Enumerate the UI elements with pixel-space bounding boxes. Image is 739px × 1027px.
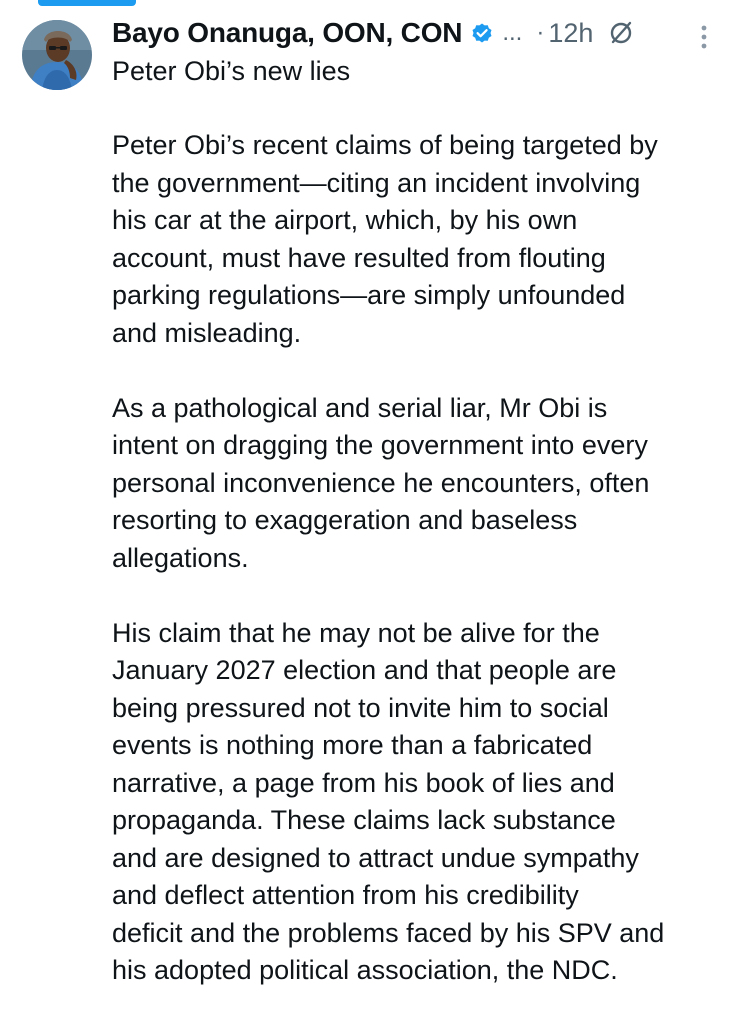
text-line: allegations. [112,542,249,573]
text-line: being pressured not to invite him to social [112,692,609,723]
author-display-name[interactable]: Bayo Onanuga, OON, CON [112,17,463,48]
text-line: the government—citing an incident involving [112,167,641,198]
text-line: Peter Obi’s recent claims of being targeted by [112,130,658,160]
text-line: narrative, a page from his book of lies and [112,767,615,798]
person-avatar-icon [22,20,92,90]
text-line: His claim that he may not be alive for the [112,617,600,648]
tweet-paragraph-3 [112,615,727,990]
more-options-icon[interactable] [699,24,709,50]
tweet-header [112,14,719,52]
text-line: propaganda. These claims lack substance [112,805,616,835]
text-line: resorting to exaggeration and baseless [112,505,578,535]
text-line: parking regulations—are simply unfounded [112,280,626,310]
text-line: his adopted political association, the NDC. [112,955,618,985]
verified-badge-icon [470,21,494,45]
tweet-paragraph-1 [112,127,727,352]
text-line: events is nothing more than a fabricated [112,730,593,760]
tweet-title-line: Peter Obi’s new lies [112,56,351,86]
text-line: and misleading. [112,317,302,348]
tweet-paragraph-2 [112,390,727,578]
text-line: January 2027 election and that people are [112,655,617,685]
avatar[interactable] [22,20,92,90]
text-line: personal inconvenience he encounters, often [112,467,650,498]
text-line: and deflect attention from his credibility [112,880,579,910]
text-line: his car at the airport, which, by his own [112,205,578,235]
text-line: and are designed to attract undue sympathy [112,842,639,873]
text-line: intent on dragging the government into every [112,430,648,460]
text-line: deficit and the problems faced by his SPV and [112,917,665,948]
tweet-body [112,127,727,1027]
tweet-timestamp[interactable]: 12h [548,17,594,48]
text-line: account, must have resulted from flouting [112,242,606,273]
name-truncation: ... [502,19,523,46]
text-line: As a pathological and serial liar, Mr Obi is [112,392,608,423]
meta-separator: · [536,19,545,46]
tab-indicator [38,0,136,6]
edited-icon[interactable] [607,19,635,47]
